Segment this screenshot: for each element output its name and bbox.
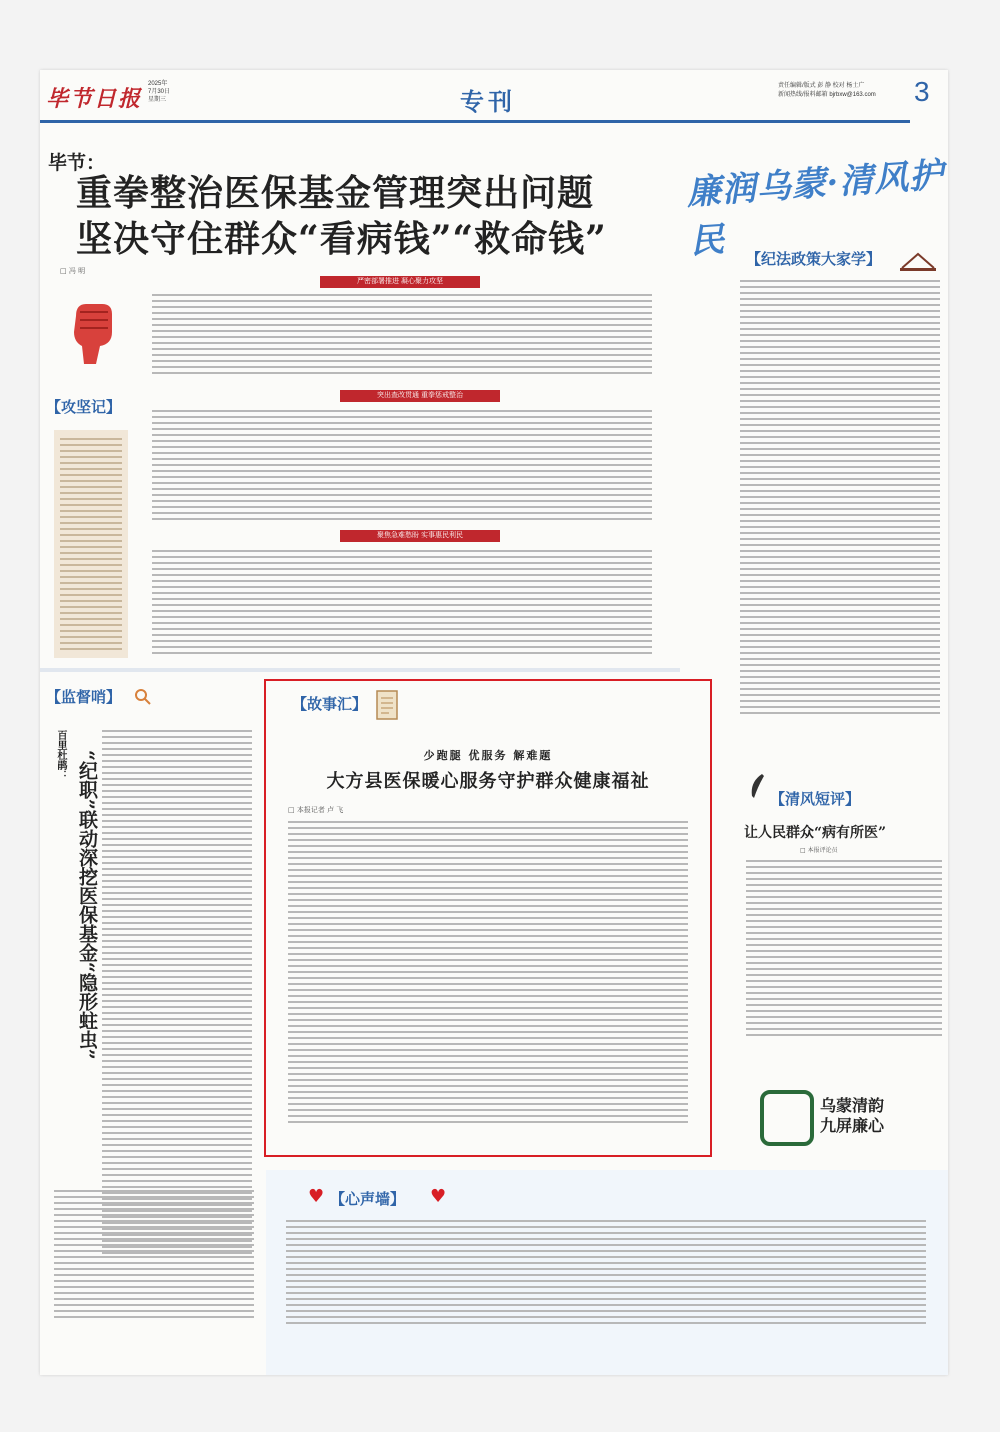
supervision-body-text bbox=[102, 730, 252, 1258]
commentary-byline: □ 本报评论员 bbox=[800, 847, 838, 854]
tag-xinsheng: 【心声墙】 bbox=[330, 1190, 406, 1208]
seal-emblem bbox=[760, 1090, 814, 1146]
gongjianji-note-box bbox=[54, 430, 128, 658]
subhead-bar-3: 聚焦急难愁盼 实事惠民利民 bbox=[340, 530, 500, 542]
story-headline: 大方县医保暖心服务守护群众健康福祉 bbox=[326, 771, 650, 792]
issue-date: 2025年 7月30日 星期三 bbox=[148, 81, 171, 103]
lead-body-text-3 bbox=[152, 550, 652, 658]
scroll-icon bbox=[374, 689, 400, 721]
highlighted-story-box[interactable] bbox=[264, 679, 712, 1157]
magnifier-icon bbox=[134, 688, 152, 706]
story-byline: □ 本报记者 卢 飞 bbox=[288, 806, 344, 814]
newspaper-logo: 毕节日报 bbox=[46, 86, 143, 112]
tag-gongjianji: 【攻坚记】 bbox=[46, 398, 122, 416]
lead-byline: □ 冯 明 bbox=[60, 267, 86, 275]
story-body-text bbox=[288, 821, 688, 1127]
jilv-body-text bbox=[740, 280, 940, 718]
tag-qingfeng: 【清风短评】 bbox=[770, 790, 861, 808]
section-title: 专刊 bbox=[460, 87, 516, 116]
raised-fist-icon bbox=[62, 296, 122, 366]
tag-gushi: 【故事汇】 bbox=[292, 695, 368, 713]
column-slogan: 廉润乌蒙·清风护民 bbox=[685, 155, 946, 262]
tag-jilv: 【纪法政策大家学】 bbox=[746, 250, 882, 268]
lead-body-text-1 bbox=[152, 294, 652, 378]
scales-gavel-icon bbox=[898, 250, 938, 272]
subhead-bar-2: 突出查改贯通 重拳惩戒整治 bbox=[340, 390, 500, 402]
newspaper-page bbox=[40, 70, 948, 1375]
editor-credits: 责任编辑/版式 彭 静 校对 杨士广 新闻热线/报料邮箱 bjrbxw@163.com bbox=[778, 83, 876, 98]
tag-jiandu: 【监督哨】 bbox=[46, 688, 122, 706]
subhead-bar-1: 严密部署推进 凝心聚力攻坚 bbox=[320, 276, 480, 288]
story-subtitle: 少跑腿 优服务 解难题 bbox=[423, 749, 553, 762]
seal-caption: 乌蒙清韵 九屏廉心 bbox=[820, 1096, 885, 1135]
masthead-rule bbox=[40, 120, 910, 123]
lead-headline: 重拳整治医保基金管理突出问题 坚决守住群众“看病钱”“救命钱” bbox=[76, 172, 607, 260]
heart-icon-right: ♥ bbox=[430, 1186, 447, 1207]
supervision-headline: “纪职”联动深挖医保基金“隐形蛀虫” bbox=[76, 750, 98, 1060]
lead-kicker: 毕节： bbox=[48, 152, 106, 174]
lead-body-text-2 bbox=[152, 410, 652, 524]
voice-wall-body-text bbox=[286, 1220, 926, 1328]
column-seal bbox=[760, 1090, 930, 1150]
supervision-kicker: 百里杜鹃： bbox=[55, 730, 66, 780]
section-divider bbox=[40, 668, 680, 672]
masthead bbox=[40, 70, 948, 125]
quill-icon bbox=[744, 772, 768, 800]
page-number: 3 bbox=[914, 76, 930, 107]
supervision-body-text-lower bbox=[54, 1190, 254, 1322]
heart-icon-left: ♥ bbox=[308, 1186, 325, 1207]
commentary-body-text bbox=[746, 860, 942, 1040]
commentary-headline: 让人民群众“病有所医” bbox=[744, 825, 887, 841]
